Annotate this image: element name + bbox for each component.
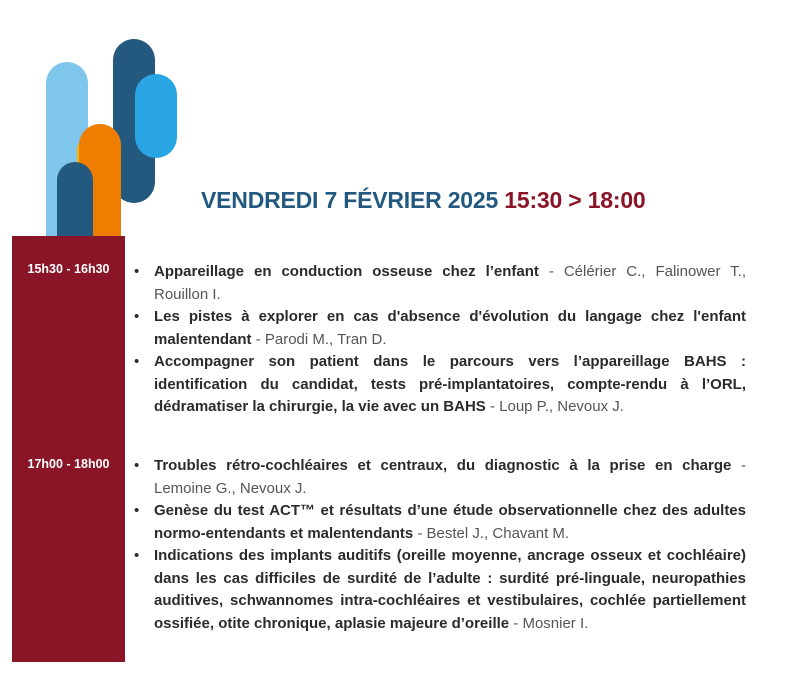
session-1-list	[134, 261, 746, 419]
time-range-label: 15:30 > 18:00	[504, 187, 646, 214]
session-2-list	[134, 455, 746, 635]
list-item	[134, 351, 746, 419]
talk-title: Indications des implants auditifs (oreille moyenne, ancrage osseux et cochléaire) dans les cas difficiles de surdité de l’adulte : surdité pré-linguale, neuropathies auditives, schwannomes intra-cochléaires et vestibulaires, cochlée partiellement ossifiée, otite chronique, aplasie majeure d’oreille	[154, 547, 746, 632]
list-item	[134, 545, 746, 635]
list-item	[134, 261, 746, 306]
talk-title: Genèse du test ACT™ et résultats d’une étude observationnelle chez des adultes normo-entendants et malentendants	[154, 502, 746, 542]
date-label: VENDREDI 7 FÉVRIER 2025	[201, 187, 499, 214]
schedule-sidebar-bar	[12, 236, 125, 662]
talk-title: Appareillage en conduction osseuse chez l’enfant	[154, 263, 539, 280]
talk-title: Les pistes à explorer en cas d'absence d'évolution du langage chez l'enfant malentendant	[154, 308, 746, 348]
talk-authors: - Bestel J., Chavant M.	[413, 524, 570, 542]
session-1-time: 15h30 - 16h30	[27, 262, 110, 276]
dark-blue-short-pill	[57, 162, 93, 240]
talk-title: Troubles rétro-cochléaires et centraux, du diagnostic à la prise en charge	[154, 457, 732, 474]
talk-authors: - Lemoine G., Nevoux J.	[154, 457, 746, 497]
talk-authors: - Parodi M., Tran D.	[251, 330, 387, 348]
session-2-time: 17h00 - 18h00	[27, 457, 110, 471]
bright-blue-pill	[135, 74, 177, 158]
talk-title: Accompagner son patient dans le parcours vers l’appareillage BAHS : identification du candidat, tests pré-implantatoires, compte-rendu à l’ORL, dédramatiser la chirurgie, la vie avec un BAHS	[154, 353, 746, 415]
page-title	[201, 187, 646, 214]
list-item	[134, 500, 746, 545]
talk-authors: - Loup P., Nevoux J.	[485, 398, 624, 415]
talk-authors: - Mosnier I.	[509, 614, 589, 632]
list-item	[134, 455, 746, 500]
talk-authors: - Célérier C., Falinower T., Rouillon I.	[154, 263, 746, 303]
decorative-pill-shapes	[0, 0, 200, 240]
list-item	[134, 306, 746, 351]
